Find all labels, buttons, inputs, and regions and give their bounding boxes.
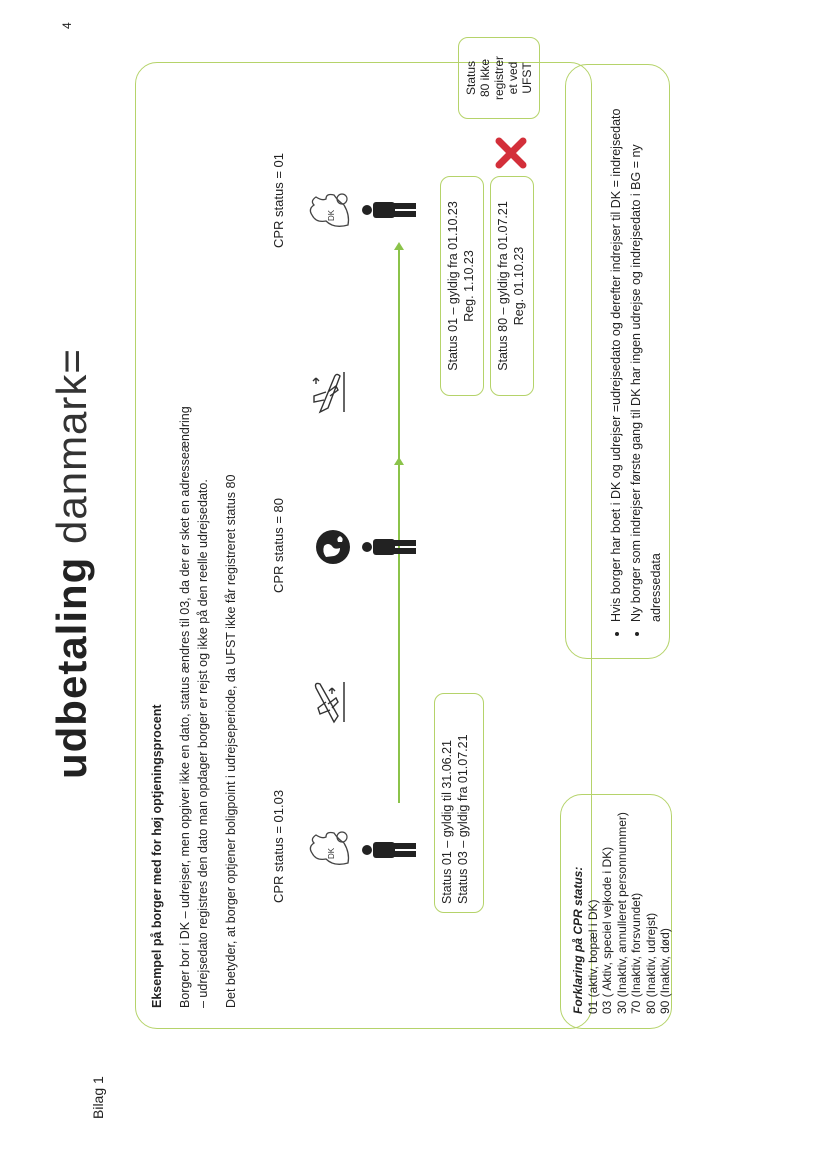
status-box-4-line-1: Status <box>464 60 478 96</box>
logo-bold-text: udbetaling <box>48 556 95 779</box>
airplane-departure-icon <box>306 678 346 728</box>
legend-item-30: 30 (Inaktiv, annulleret personnummer) <box>614 812 629 1014</box>
legend-item-70: 70 (Inaktiv, forsvundet) <box>629 892 643 1014</box>
note-item-1: • Hvis borger har boet i DK og udrejser =udrejsedato og derefter indrejser til DK = indrejsedato <box>606 79 626 622</box>
description-line-1: Borger bor i DK – udrejser, men opgiver ikke en dato, status ændres til 03, da der er sket en adresseændring <box>178 406 192 1008</box>
person-icon <box>361 197 417 223</box>
page-number: 4 <box>60 22 74 29</box>
description-line-3: Det betyder, at borger optjener boligpoint i udrejseperiode, da UFST ikke får registreret status 80 <box>224 474 238 1008</box>
status-box-4-line-2: 80 ikke <box>478 58 492 98</box>
cpr-status-2: CPR status = 80 <box>271 497 286 593</box>
notes-box <box>565 64 670 659</box>
legend-item-03: 03 ( Aktiv, speciel vejkode i DK) <box>600 846 614 1014</box>
notes-list <box>606 79 666 638</box>
legend-item-80: 80 (Inaktiv, udrejst) <box>643 912 658 1014</box>
status-box-4 <box>458 37 540 119</box>
dk-label: DK <box>327 847 336 859</box>
person-icon <box>361 837 417 863</box>
status-box-1-line-2: Status 03 – gyldig fra 01.07.21 <box>456 734 470 904</box>
airplane-arrival-icon <box>306 368 346 418</box>
logo-light-text: danmark= <box>48 348 95 544</box>
status-box-2-line-1: Status 01 – gyldig fra 01.10.23 <box>446 201 460 371</box>
status-box-3 <box>490 176 534 396</box>
timeline-arrow-2 <box>398 248 400 498</box>
status-box-4-line-4: et ved <box>506 61 520 95</box>
bilag-label: Bilag 1 <box>90 1076 106 1119</box>
red-cross-icon <box>495 137 527 169</box>
main-text-block <box>148 88 240 1008</box>
note-item-2: • Ny borger som indrejser første gang til DK har ingen udrejse og indrejsedato i BG = ny adressedata <box>626 79 666 622</box>
legend-item-01: 01 (aktiv, bopæl i DK) <box>585 899 600 1014</box>
legend-item-90: 90 (Inaktiv, død) <box>658 928 672 1014</box>
status-box-2 <box>440 176 484 396</box>
status-box-3-line-1: Status 80 – gyldig fra 01.07.21 <box>496 201 510 371</box>
timeline-arrow-1 <box>398 463 400 803</box>
description-line-2: – udrejsedato registres den dato man opdager borger er rejst og ikke på den reelle udrejsedato. <box>196 479 210 1008</box>
cpr-status-3: CPR status = 01 <box>271 152 286 248</box>
status-box-1 <box>434 693 484 913</box>
legend-title: Forklaring på CPR status: <box>571 866 585 1014</box>
status-box-3-line-2: Reg. 01.10.23 <box>512 246 526 326</box>
denmark-map-icon <box>304 185 356 235</box>
udbetaling-danmark-logo <box>48 348 96 779</box>
status-box-2-line-2: Reg. 1.10.23 <box>462 250 476 322</box>
status-box-4-line-5: UFST <box>520 62 534 94</box>
legend-box <box>560 794 672 1029</box>
dk-label: DK <box>327 209 336 221</box>
denmark-map-icon <box>304 823 356 873</box>
person-icon <box>361 534 417 560</box>
status-box-4-line-3: registrer <box>492 56 506 101</box>
cpr-status-1: CPR status = 01.03 <box>271 789 286 903</box>
status-box-1-line-1: Status 01 – gyldig til 31.06.21 <box>440 739 454 904</box>
example-title: Eksempel på borger med for høj optjeningsprocent <box>150 704 164 1008</box>
globe-icon <box>314 528 352 566</box>
